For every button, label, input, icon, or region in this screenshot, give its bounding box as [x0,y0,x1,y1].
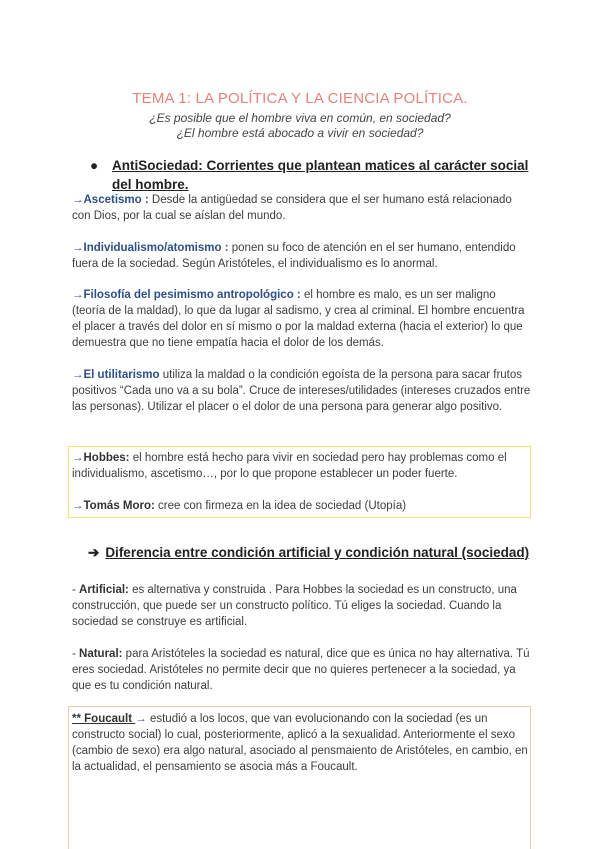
item-text: ponen su foco de atención en el ser humano, entendido fuera de la sociedad. Según Aristóteles, el individualismo es lo anormal. [72,242,516,270]
bullet-heading-text: AntiSociedad: Corrientes que plantean matices al carácter social del hombre. [112,158,529,192]
item-utilitarismo [72,367,532,415]
item-text: el hombre está hecho para vivir en sociedad pero hay problemas como el individualismo, ascetismo…, por lo que propone establecer un poder fuerte. [72,452,507,480]
item-term: El utilitarismo [83,369,160,381]
item-text: Desde la antigüedad se considera que el ser humano está relacionado con Dios, por la cual se aíslan del mundo. [72,194,512,222]
definition-prefix: - [72,648,80,660]
definition-natural [72,646,532,694]
arrow-icon: → [135,713,147,725]
definition-prefix: - [72,584,80,596]
note-text: estudió a los locos, que van evolucionando con la sociedad (es un constructo social) lo cual, posteriormente, aplicó a la sexualidad. Anteriormente el sexo (cambio de sexo) era algo natural, asociado al pensmaiento de Aristóteles, en cambio, en la actualidad, el pensamiento se asocia más a Foucault. [72,713,528,773]
item-text: utiliza la maldad o la condición egoísta de la persona para sacar frutos positivos “Cada uno va a su bola”. Cruce de intereses/utilidades (intereses cruzados entre las personas). Utilizar el placer o el dolor de una persona para generar algo positivo. [72,369,531,413]
note-foucault [72,711,532,775]
item-hobbes [72,450,532,482]
item-term: Ascetismo : [83,194,149,206]
item-term: Hobbes: [83,452,130,464]
item-text: cree con firmeza en la idea de sociedad (Utopía) [154,500,407,512]
item-individualismo [72,240,532,272]
item-term: Filosofía del pesimismo antropológico : [83,289,301,301]
section-heading [88,545,529,561]
bullet-heading [90,156,550,194]
item-pesimismo [72,287,532,351]
item-term: Individualismo/atomismo : [83,242,229,254]
arrow-icon: → [72,242,84,254]
item-tomas-moro [72,498,532,514]
arrow-icon: → [72,289,84,301]
subtitle-question-1: ¿Es posible que el hombre viva en común, en sociedad? [149,111,451,125]
definition-artificial [72,582,532,630]
section-heading-text: Diferencia entre condición artificial y condición natural (sociedad) [105,545,530,560]
definition-text: es alternativa y construida . Para Hobbes la sociedad es un constructo, una construcción, que puede ser un constructo político. Tú eliges la sociedad. Cuando la sociedad se construye es artificial. [72,584,517,628]
item-ascetismo [72,192,532,224]
note-term: ** Foucault [72,713,136,725]
item-text: el hombre es malo, es un ser maligno (teoría de la maldad), lo que da lugar al sadismo, y crea al criminal. El hombre encuentra el placer a través del dolor en sí mismo o por la maldad externa (hacia el exterior) lo que demuestra que no tiene empatía hacia el dolor de los demás. [72,289,525,349]
page-title: TEMA 1: LA POLÍTICA Y LA CIENCIA POLÍTICA. [132,90,468,107]
arrow-icon: → [72,369,84,381]
definition-term: Natural: [79,648,123,660]
arrow-icon: → [72,194,84,206]
definition-term: Artificial: [79,584,129,596]
arrow-icon: → [72,500,84,512]
subtitle-question-2: ¿El hombre está abocado a vivir en sociedad? [176,126,424,140]
arrow-icon: → [72,452,84,464]
definition-text: para Aristóteles la sociedad es natural, dice que es única no hay alternativa. Tú eres sociedad. Aristóteles no permite decir que no quieres pertenecer a la sociedad, ya que es tu condición natural. [72,648,530,692]
right-arrow-icon: ➔ [88,545,100,560]
item-term: Tomás Moro: [83,500,155,512]
bullet-dot-icon: ● [90,158,99,173]
